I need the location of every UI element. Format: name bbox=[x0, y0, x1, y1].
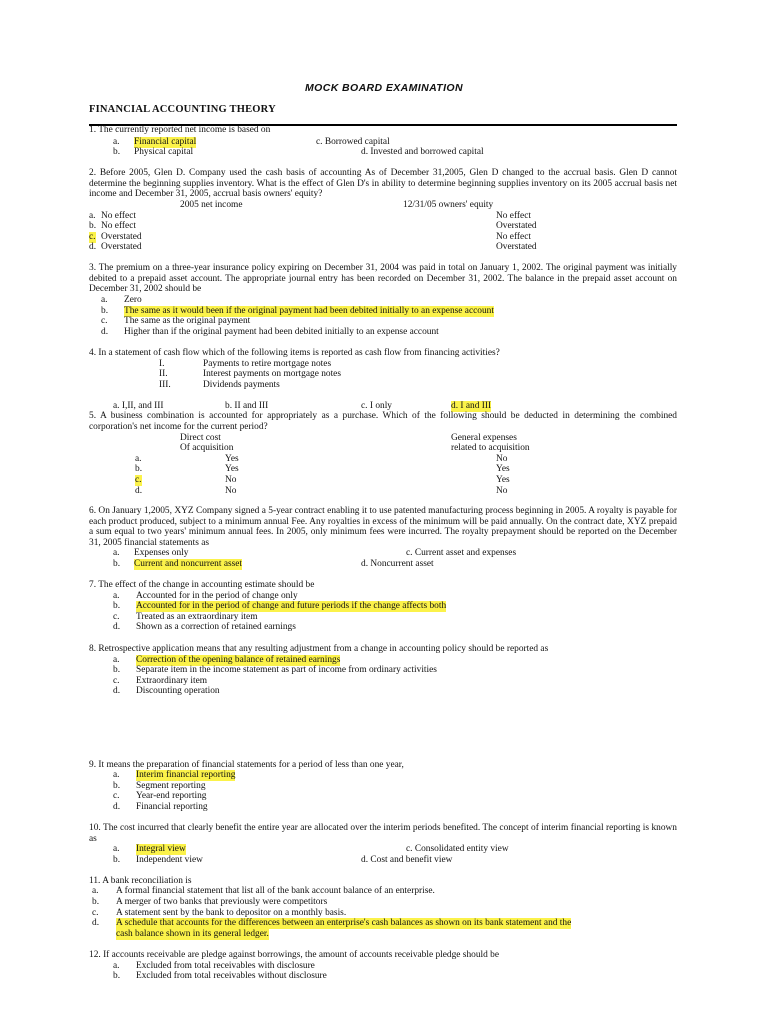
q6-b-answer: Current and noncurrent asset bbox=[134, 559, 243, 569]
q9-stem: 9. It means the preparation of financial statements for a period of less than one year, bbox=[89, 760, 404, 770]
q4-d-answer: d. I and III bbox=[451, 401, 492, 411]
q8-option-d: Discounting operation bbox=[136, 686, 220, 696]
q4-item3: Dividends payments bbox=[203, 380, 280, 390]
q3-c-letter: c. bbox=[101, 316, 108, 326]
q4-stem: 4. In a statement of cash flow which of the following items is reported as cash flow from financing activities? bbox=[89, 348, 500, 358]
q4-item1-num: I. bbox=[159, 359, 165, 369]
q11-b-letter: b. bbox=[92, 897, 100, 907]
q12-option-a: Excluded from total receivables with disclosure bbox=[136, 961, 315, 971]
q8-d-letter: d. bbox=[113, 686, 121, 696]
q12-b-letter: b. bbox=[113, 971, 121, 981]
q4-option-c: c. I only bbox=[361, 401, 392, 411]
q9-option-d: Financial reporting bbox=[136, 802, 208, 812]
q6-stem: 6. On January 1,2005, XYZ Company signed a 5-year contract enabling it to use patented manufacturing process beginning in 2005. A royalty is payable for each product produced, subject to a minimum annual Fee. Any royalties in excess of the minimum will be paid annually. On the contract date, XYZ prepaid a sum equal to two years' minimum annual fees. In 2005, only minimum fees were incurred. The royalty prepayment should be reported on the December 31, 2005 financial statements as bbox=[89, 506, 677, 548]
q3-d-letter: d. bbox=[101, 327, 109, 337]
q2-stem: 2. Before 2005, Glen D. Company used the cash basis of accounting As of December 31,2005, Glen D changed to the accrual basis. Glen D cannot determine the beginning supplies inventory. What is the effect of Glen D's in ability to determine beginning supplies inventory on its 2005 accrual basis net income and December 31, 2005, accrual basis owners' equity? bbox=[89, 168, 677, 199]
q7-stem: 7. The effect of the change in accounting estimate should be bbox=[89, 580, 315, 590]
q1-option-b: Physical capital bbox=[134, 147, 194, 157]
q2-c-right: No effect bbox=[496, 232, 531, 242]
q1-stem: 1. The currently reported net income is based on bbox=[89, 125, 271, 135]
q4-item1: Payments to retire mortgage notes bbox=[203, 359, 332, 369]
q9-option-b: Segment reporting bbox=[136, 781, 206, 791]
q2-a-letter: a. bbox=[89, 211, 96, 221]
q11-option-a: A formal financial statement that list all of the bank account balance of an enterprise. bbox=[116, 886, 435, 896]
q10-option-b: Independent view bbox=[136, 855, 203, 865]
q10-option-d: d. Cost and benefit view bbox=[361, 855, 453, 865]
q4-item3-num: III. bbox=[159, 380, 171, 390]
q3-stem: 3. The premium on a three-year insurance policy expiring on December 31, 2004 was paid in total on January 1, 2002. The original payment was initially debited to a prepaid asset account. The appropriate journal entry has been recorded on December 31, 2002. The balance in the prepaid asset account on December 31, 2002 should be bbox=[89, 263, 677, 294]
q7-b-answer: Accounted for in the period of change and future periods if the change affects both bbox=[136, 601, 447, 611]
q4-item2-num: II. bbox=[159, 369, 168, 379]
q7-a-letter: a. bbox=[113, 591, 120, 601]
q8-option-c: Extraordinary item bbox=[136, 676, 208, 686]
q5-a-letter: a. bbox=[135, 454, 142, 464]
q1-a-letter: a. bbox=[113, 137, 120, 147]
q11-d-answer-line1: A schedule that accounts for the differences between an enterprise's cash balances as shown on its bank statement and the bbox=[116, 918, 572, 928]
q3-a-letter: a. bbox=[101, 295, 108, 305]
q1-option-c: c. Borrowed capital bbox=[316, 137, 390, 147]
q5-a-right: No bbox=[496, 454, 508, 464]
q6-option-d: d. Noncurrent asset bbox=[361, 559, 434, 569]
q3-b-answer: The same as it would been if the original payment had been debited initially to an expense account bbox=[124, 306, 494, 316]
q3-option-c: The same as the original payment bbox=[124, 316, 251, 326]
q4-option-b: b. II and III bbox=[225, 401, 269, 411]
q10-a-letter: a. bbox=[113, 844, 120, 854]
q10-stem: 10. The cost incurred that clearly benefit the entire year are allocated over the interim periods benefited. The concept of interim financial reporting is known as bbox=[89, 823, 677, 844]
q1-b-letter: b. bbox=[113, 147, 121, 157]
q1-a-answer: Financial capital bbox=[134, 137, 197, 147]
q5-col2-header-2: related to acquisition bbox=[451, 443, 530, 453]
q12-option-b: Excluded from total receivables without disclosure bbox=[136, 971, 327, 981]
q2-c-left: Overstated bbox=[101, 232, 142, 242]
q10-a-answer: Integral view bbox=[136, 844, 186, 854]
q3-option-d: Higher than if the original payment had been debited initially to an expense account bbox=[124, 327, 439, 337]
q11-option-b: A merger of two banks that previously were competitors bbox=[116, 897, 328, 907]
q2-b-right: Overstated bbox=[496, 221, 537, 231]
q3-b-letter: b. bbox=[101, 306, 109, 316]
q7-b-letter: b. bbox=[113, 601, 121, 611]
q2-b-left: No effect bbox=[101, 221, 136, 231]
q5-d-left: No bbox=[225, 486, 237, 496]
q8-stem: 8. Retrospective application means that any resulting adjustment from a change in accounting policy should be reported as bbox=[89, 644, 549, 654]
q9-a-letter: a. bbox=[113, 770, 120, 780]
q5-d-letter: d. bbox=[135, 486, 143, 496]
q2-c-letter: c. bbox=[89, 232, 96, 242]
q4-option-a: a. I,II, and III bbox=[113, 401, 164, 411]
q9-d-letter: d. bbox=[113, 802, 121, 812]
q5-col1-header-1: Direct cost bbox=[180, 433, 221, 443]
q11-stem: 11. A bank reconciliation is bbox=[89, 876, 192, 886]
q3-option-a: Zero bbox=[124, 295, 142, 305]
q6-option-c: c. Current asset and expenses bbox=[406, 548, 517, 558]
q5-d-right: No bbox=[496, 486, 508, 496]
q9-b-letter: b. bbox=[113, 781, 121, 791]
q7-option-d: Shown as a correction of retained earnings bbox=[136, 622, 296, 632]
q5-b-letter: b. bbox=[135, 464, 143, 474]
q11-d-answer-line2: cash balance shown in its general ledger. bbox=[116, 929, 269, 939]
q10-option-c: c. Consolidated entity view bbox=[406, 844, 509, 854]
q2-d-letter: d. bbox=[89, 242, 97, 252]
q5-a-left: Yes bbox=[225, 454, 239, 464]
q7-d-letter: d. bbox=[113, 622, 121, 632]
exam-title: MOCK BOARD EXAMINATION bbox=[305, 82, 463, 94]
q5-c-left: No bbox=[225, 475, 237, 485]
q9-option-c: Year-end reporting bbox=[136, 791, 207, 801]
q2-col1-header: 2005 net income bbox=[180, 200, 243, 210]
q8-a-letter: a. bbox=[113, 655, 120, 665]
q8-option-b: Separate item in the income statement as part of income from ordinary activities bbox=[136, 665, 437, 675]
q2-d-right: Overstated bbox=[496, 242, 537, 252]
q2-b-letter: b. bbox=[89, 221, 97, 231]
q2-a-left: No effect bbox=[101, 211, 136, 221]
q8-b-letter: b. bbox=[113, 665, 121, 675]
q5-b-left: Yes bbox=[225, 464, 239, 474]
q4-item2: Interest payments on mortgage notes bbox=[203, 369, 341, 379]
q7-option-a: Accounted for in the period of change only bbox=[136, 591, 298, 601]
q11-c-letter: c. bbox=[92, 908, 99, 918]
q11-a-letter: a. bbox=[92, 886, 99, 896]
q2-a-right: No effect bbox=[496, 211, 531, 221]
q10-b-letter: b. bbox=[113, 855, 121, 865]
q2-col2-header: 12/31/05 owners' equity bbox=[403, 200, 494, 210]
q7-option-c: Treated as an extraordinary item bbox=[136, 612, 258, 622]
q5-col2-header-1: General expenses bbox=[451, 433, 517, 443]
q11-d-letter: d. bbox=[92, 918, 100, 928]
q5-c-letter: c. bbox=[135, 475, 142, 485]
exam-subtitle: FINANCIAL ACCOUNTING THEORY bbox=[89, 104, 276, 115]
q5-c-right: Yes bbox=[496, 475, 510, 485]
q12-a-letter: a. bbox=[113, 961, 120, 971]
q6-option-a: Expenses only bbox=[134, 548, 189, 558]
q1-option-d: d. Invested and borrowed capital bbox=[361, 147, 484, 157]
q6-a-letter: a. bbox=[113, 548, 120, 558]
q8-c-letter: c. bbox=[113, 676, 120, 686]
q6-b-letter: b. bbox=[113, 559, 121, 569]
q9-c-letter: c. bbox=[113, 791, 120, 801]
q2-d-left: Overstated bbox=[101, 242, 142, 252]
q5-stem: 5. A business combination is accounted for appropriately as a purchase. Which of the following should be deducted in determining the combined corporation's net income for the current period? bbox=[89, 411, 677, 432]
q11-option-c: A statement sent by the bank to depositor on a monthly basis. bbox=[116, 908, 347, 918]
q7-c-letter: c. bbox=[113, 612, 120, 622]
q8-a-answer: Correction of the opening balance of retained earnings bbox=[136, 655, 341, 665]
q5-col1-header-2: Of acquisition bbox=[180, 443, 234, 453]
q5-b-right: Yes bbox=[496, 464, 510, 474]
q9-a-answer: Interim financial reporting bbox=[136, 770, 236, 780]
q12-stem: 12. If accounts receivable are pledge against borrowings, the amount of accounts receivable pledge should be bbox=[89, 950, 500, 960]
